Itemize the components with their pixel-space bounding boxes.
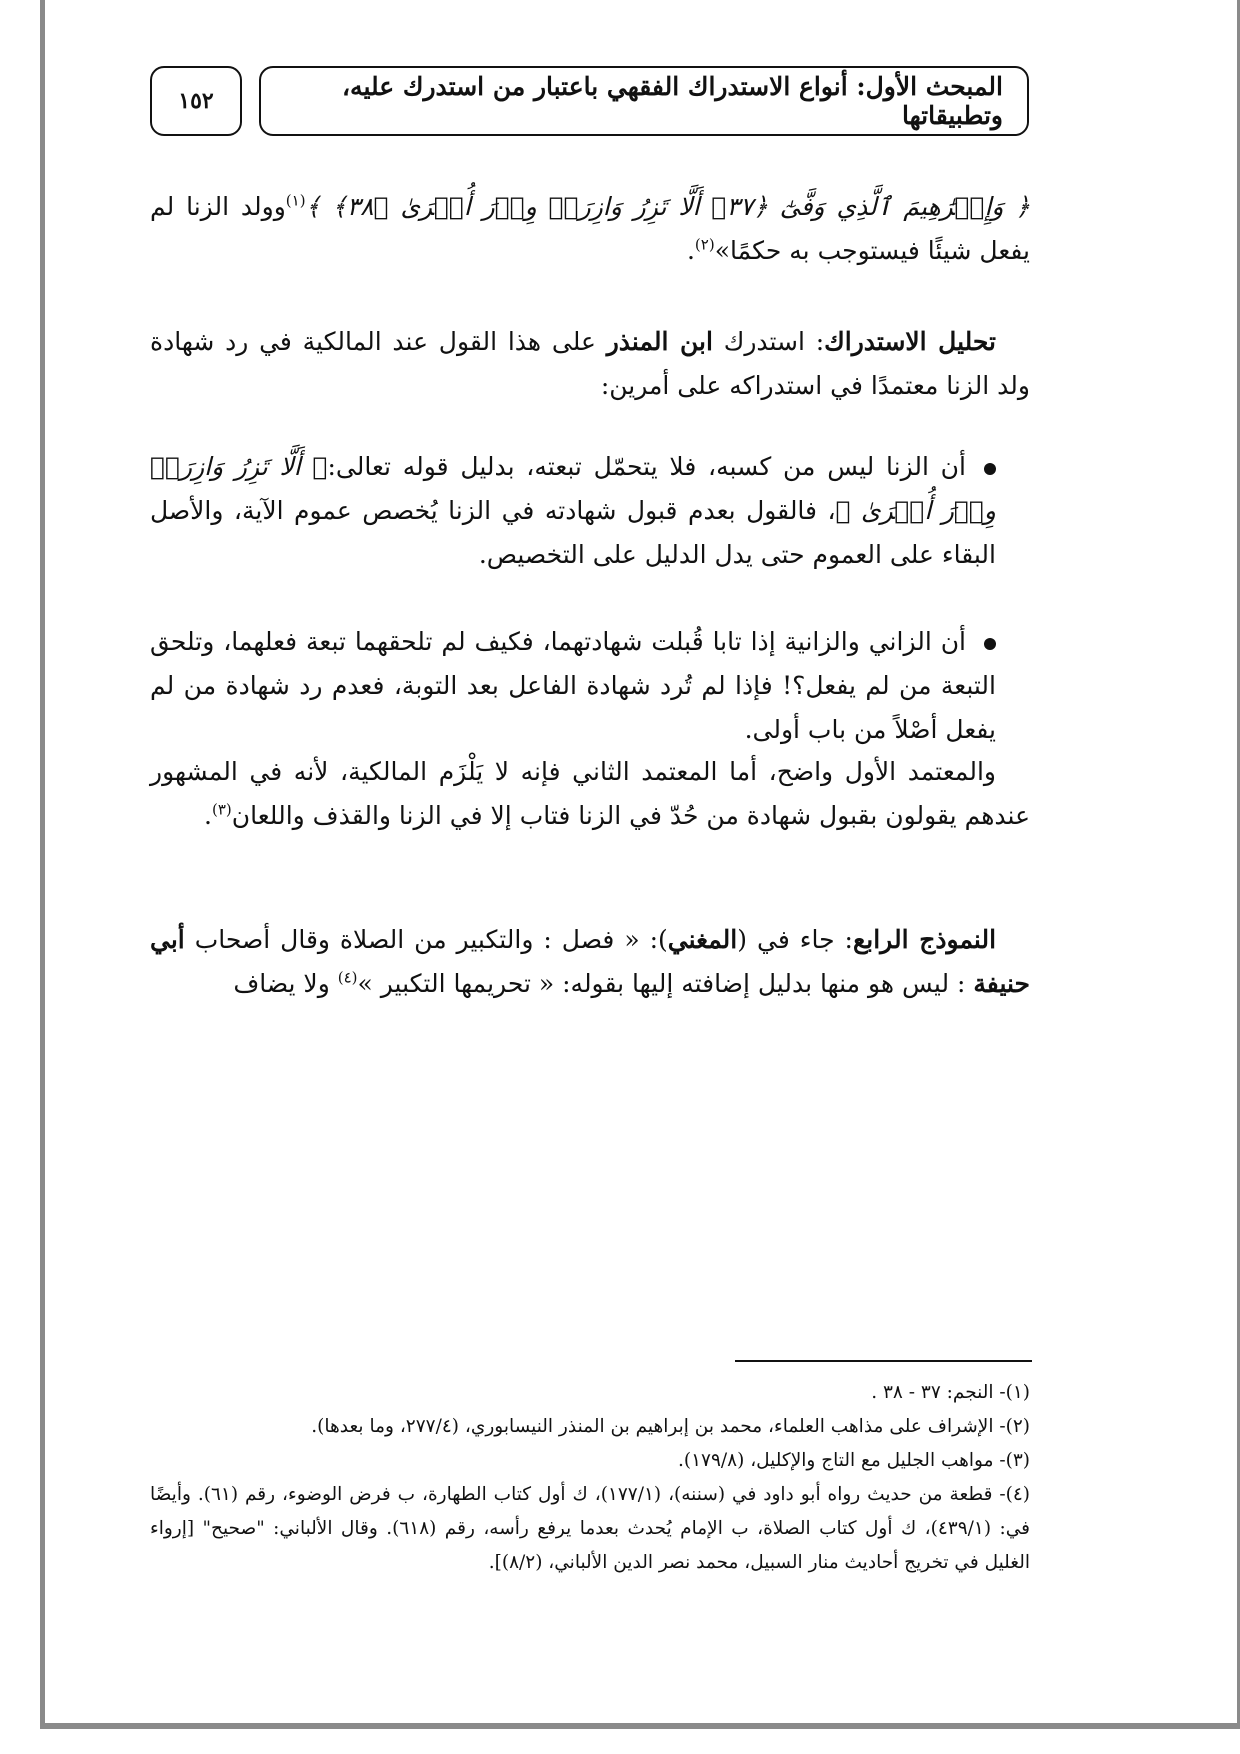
bullet-item-2: أن الزاني والزانية إذا تابا قُبلت شهادتهما، فكيف لم تلحقهما تبعة فعلهما، وتلحق التبعة من لم يفعل؟! فإذا لم تُرد شهادة الفاعل بعد التوبة، فعدم رد شهادة من لم يفعل أصْلاً من باب أولى. (150, 627, 996, 744)
footnote-3: (٣)- مواهب الجليل مع التاج والإكليل، (١٧٩/٨). (678, 1450, 1030, 1471)
bullet-item-1: أن الزنا ليس من كسبه، فلا يتحمّل تبعته، بدليل قوله تعالى:﴿ أَلَّا تَزِرُ وَازِرَةٞ وِزۡرَ أُخۡرَىٰ ﴾، فالقول بعدم قبول شهادته في الزنا يُخصص عموم الآية، والأصل البقاء على العموم حتى يدل الدليل على التخصيص. (150, 452, 996, 569)
footnote-ref-3: (٣) (211, 800, 232, 819)
main-text (150, 185, 1030, 273)
bullet-icon (984, 463, 996, 475)
footnote-separator (735, 1360, 1032, 1362)
analysis-label: تحليل الاستدراك (824, 327, 996, 356)
bullet-icon (984, 638, 996, 650)
school-name: أبي حنيفة (150, 925, 1030, 998)
footnote-ref-2: (٢) (694, 235, 715, 254)
conclusion-paragraph: والمعتمد الأول واضح، أما المعتمد الثاني فإنه لا يَلْزَم المالكية، لأنه في المشهور عندهم يقولون بقبول شهادة من حُدّ في الزنا فتاب إلا في الزنا والقذف واللعان$^{(٣)}$. (150, 757, 1030, 830)
running-header-title (259, 66, 1029, 136)
page-number-box (150, 66, 242, 136)
footnote-4: (٤)- قطعة من حديث رواه أبو داود في (سننه)، (١٧٧/١)، ك أول كتاب الطهارة، ب فرض الوضوء، رقم (٦١). وأيضًا في: (٤٣٩/١)، ك أول كتاب الصلاة، ب الإمام يُحدث بعدما يرفع رأسه، رقم (٦١٨). وقال الألباني: "صحيح" [إرواء الغليل في تخريج أحاديث منار السبيل، محمد نصر الدين الألباني، (٨/٢)]. (150, 1484, 1030, 1573)
footnote-2: (٢)- الإشراف على مذاهب العلماء، محمد بن إبراهيم بن المنذر النيسابوري، (٢٧٧/٤، وما بعدها). (311, 1416, 1030, 1437)
example-label: النموذج الرابع (852, 925, 997, 954)
book-title: المغني (667, 925, 738, 954)
page-frame-left (40, 0, 45, 1727)
header-title-text: المبحث الأول: أنواع الاستدراك الفقهي باعتبار من استدرك عليه، وتطبيقاتها (341, 72, 1003, 130)
paragraph-text: وولد الزنا لم يفعل شيئًا فيستوجب به حكمًا» (150, 192, 1030, 265)
scholar-name: ابن المنذر (606, 327, 713, 356)
example-paragraph: النموذج الرابع: جاء في (المغني): « فصل : والتكبير من الصلاة وقال أصحاب أبي حنيفة : ليس هو منها بدليل إضافته إليها بقوله: « تحريمها التكبير »$^{(٤)}$ ولا يضاف (150, 925, 1030, 998)
footnote-1: (١)- النجم: ٣٧ - ٣٨ . (871, 1382, 1030, 1403)
footnote-ref-1: (١) (285, 191, 306, 210)
analysis-paragraph: تحليل الاستدراك: استدرك ابن المنذر على هذا القول عند المالكية في رد شهادة ولد الزنا معتمدًا في استدراكه على أمرين: (150, 327, 1030, 400)
footnotes (150, 1376, 1030, 1580)
page-number: ١٥٢ (178, 88, 214, 114)
paragraph-quote: ﴿ وَإِبۡرَٰهِيمَ ٱلَّذِي وَفَّىٰٓ ﴿٣٧﴾ أَلَّا تَزِرُ وَازِرَةٞ وِزۡرَ أُخۡرَىٰ ﴿٣٨﴾ ﴾$^{(١)}$وولد الزنا لم يفعل شيئًا فيستوجب به حكمًا»$^{(٢)}$. (150, 191, 1030, 265)
quran-quote: ﴿ وَإِبۡرَٰهِيمَ ٱلَّذِي وَفَّىٰٓ ﴿٣٧﴾ أَلَّا تَزِرُ وَازِرَةٞ وِزۡرَ أُخۡرَىٰ ﴿٣٨﴾ ﴾ (305, 192, 1030, 221)
page-frame-bottom (40, 1723, 1240, 1729)
footnote-ref-4: (٤) (337, 968, 358, 987)
quran-quote: ﴿ أَلَّا تَزِرُ وَازِرَةٞ وِزۡرَ أُخۡرَىٰ ﴾ (150, 452, 996, 525)
